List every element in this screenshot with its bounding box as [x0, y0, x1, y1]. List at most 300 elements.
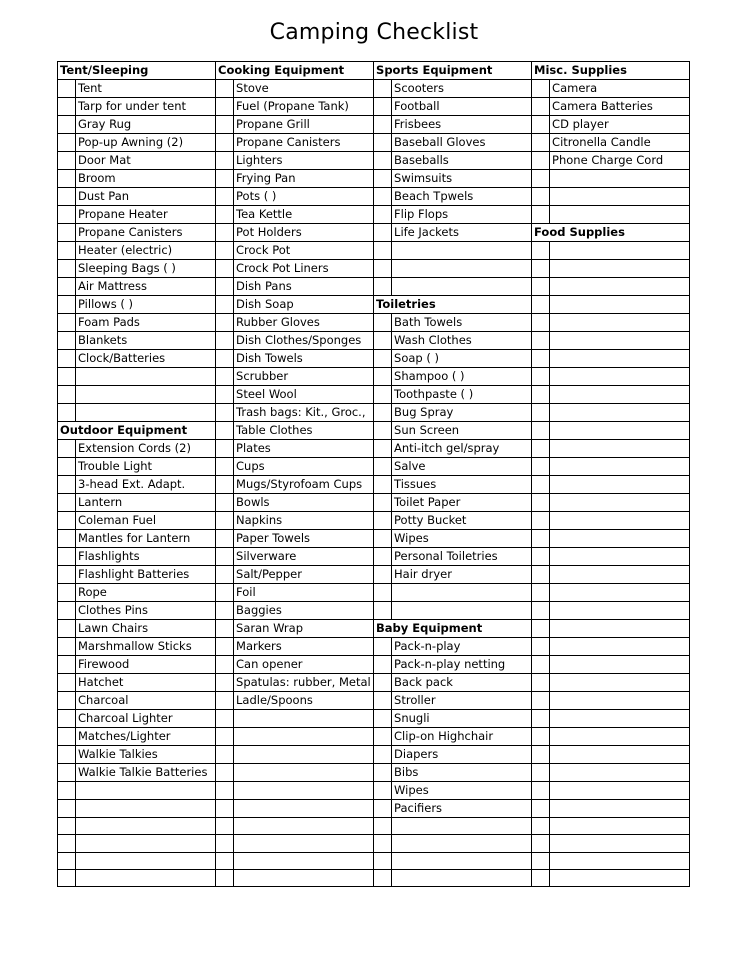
- checkbox-cell[interactable]: [216, 710, 234, 728]
- checkbox-cell[interactable]: [374, 674, 392, 692]
- checkbox-cell[interactable]: [532, 116, 550, 134]
- checkbox-cell[interactable]: [58, 566, 76, 584]
- checkbox-cell[interactable]: [532, 835, 550, 852]
- checkbox-cell[interactable]: [58, 494, 76, 512]
- checkbox-cell[interactable]: [58, 835, 76, 852]
- section-header: Sports Equipment: [374, 62, 532, 80]
- item-cell: Scrubber: [234, 368, 374, 386]
- item-cell: [76, 869, 216, 886]
- checkbox-cell[interactable]: [532, 674, 550, 692]
- item-cell: Crock Pot: [234, 242, 374, 260]
- checkbox-cell[interactable]: [374, 386, 392, 404]
- checkbox-cell[interactable]: [532, 710, 550, 728]
- table-row: [58, 206, 690, 224]
- item-cell: Plates: [234, 440, 374, 458]
- checkbox-cell[interactable]: [532, 852, 550, 869]
- table-row: [58, 494, 690, 512]
- checkbox-cell[interactable]: [58, 404, 76, 422]
- checkbox-cell[interactable]: [58, 314, 76, 332]
- checkbox-cell[interactable]: [216, 764, 234, 782]
- checkbox-cell[interactable]: [532, 350, 550, 368]
- table-row: [58, 782, 690, 800]
- section-header: Toiletries: [374, 296, 532, 314]
- item-cell: [550, 170, 690, 188]
- checkbox-cell[interactable]: [374, 530, 392, 548]
- item-cell: [550, 782, 690, 800]
- checkbox-cell[interactable]: [216, 296, 234, 314]
- checkbox-cell[interactable]: [216, 548, 234, 566]
- checkbox-cell[interactable]: [58, 152, 76, 170]
- table-row: [58, 260, 690, 278]
- checkbox-cell[interactable]: [532, 818, 550, 835]
- checkbox-cell[interactable]: [58, 674, 76, 692]
- checkbox-cell[interactable]: [216, 638, 234, 656]
- item-cell: Wipes: [392, 530, 532, 548]
- table-row: [58, 869, 690, 886]
- item-cell: [234, 835, 374, 852]
- item-cell: Rope: [76, 584, 216, 602]
- item-cell: [550, 350, 690, 368]
- checkbox-cell[interactable]: [216, 674, 234, 692]
- checkbox-cell[interactable]: [58, 869, 76, 886]
- checkbox-cell[interactable]: [374, 332, 392, 350]
- checkbox-cell[interactable]: [216, 98, 234, 116]
- item-cell: Tent: [76, 80, 216, 98]
- checkbox-cell[interactable]: [58, 548, 76, 566]
- item-cell: [392, 852, 532, 869]
- checkbox-cell[interactable]: [58, 584, 76, 602]
- table-row: [58, 188, 690, 206]
- checkbox-cell[interactable]: [532, 620, 550, 638]
- checkbox-cell[interactable]: [58, 728, 76, 746]
- table-row: [58, 566, 690, 584]
- item-cell: Trouble Light: [76, 458, 216, 476]
- checkbox-cell[interactable]: [532, 746, 550, 764]
- checkbox-cell[interactable]: [374, 134, 392, 152]
- checkbox-cell[interactable]: [532, 242, 550, 260]
- checkbox-cell[interactable]: [58, 620, 76, 638]
- section-header: Cooking Equipment: [216, 62, 374, 80]
- checkbox-cell[interactable]: [374, 764, 392, 782]
- checkbox-cell[interactable]: [532, 260, 550, 278]
- item-cell: Door Mat: [76, 152, 216, 170]
- item-cell: Camera: [550, 80, 690, 98]
- checkbox-cell[interactable]: [532, 170, 550, 188]
- checkbox-cell[interactable]: [532, 638, 550, 656]
- item-cell: [550, 869, 690, 886]
- item-cell: Dish Clothes/Sponges: [234, 332, 374, 350]
- checkbox-cell[interactable]: [216, 152, 234, 170]
- item-cell: Football: [392, 98, 532, 116]
- item-cell: [550, 620, 690, 638]
- item-cell: Sun Screen: [392, 422, 532, 440]
- checkbox-cell[interactable]: [532, 368, 550, 386]
- checkbox-cell[interactable]: [532, 692, 550, 710]
- checkbox-cell[interactable]: [58, 386, 76, 404]
- item-cell: [550, 476, 690, 494]
- section-header: Food Supplies: [532, 224, 690, 242]
- checkbox-cell[interactable]: [216, 818, 234, 835]
- checkbox-cell[interactable]: [216, 602, 234, 620]
- checkbox-cell[interactable]: [216, 116, 234, 134]
- checkbox-cell[interactable]: [374, 746, 392, 764]
- table-row: [58, 548, 690, 566]
- checkbox-cell[interactable]: [58, 638, 76, 656]
- table-row: [58, 602, 690, 620]
- checkbox-cell[interactable]: [216, 584, 234, 602]
- checkbox-cell[interactable]: [216, 512, 234, 530]
- checkbox-cell[interactable]: [216, 80, 234, 98]
- checkbox-cell[interactable]: [216, 800, 234, 818]
- checkbox-cell[interactable]: [58, 656, 76, 674]
- section-header: Baby Equipment: [374, 620, 532, 638]
- checkbox-cell[interactable]: [58, 242, 76, 260]
- checkbox-cell[interactable]: [58, 80, 76, 98]
- checkbox-cell[interactable]: [532, 584, 550, 602]
- checkbox-cell[interactable]: [374, 278, 392, 296]
- item-cell: Life Jackets: [392, 224, 532, 242]
- item-cell: [550, 458, 690, 476]
- checkbox-cell[interactable]: [532, 314, 550, 332]
- checkbox-cell[interactable]: [58, 224, 76, 242]
- checkbox-cell[interactable]: [216, 224, 234, 242]
- checkbox-cell[interactable]: [58, 134, 76, 152]
- checkbox-cell[interactable]: [532, 764, 550, 782]
- item-cell: Tea Kettle: [234, 206, 374, 224]
- checkbox-cell[interactable]: [532, 566, 550, 584]
- item-cell: [550, 278, 690, 296]
- item-cell: Flip Flops: [392, 206, 532, 224]
- item-cell: [76, 386, 216, 404]
- checkbox-cell[interactable]: [532, 440, 550, 458]
- checkbox-cell[interactable]: [374, 638, 392, 656]
- table-row: [58, 764, 690, 782]
- checkbox-cell[interactable]: [216, 692, 234, 710]
- checkbox-cell[interactable]: [216, 386, 234, 404]
- checkbox-cell[interactable]: [58, 602, 76, 620]
- table-row: [58, 584, 690, 602]
- checkbox-cell[interactable]: [374, 80, 392, 98]
- item-cell: [392, 602, 532, 620]
- checkbox-cell[interactable]: [58, 852, 76, 869]
- item-cell: Pacifiers: [392, 800, 532, 818]
- checkbox-cell[interactable]: [374, 152, 392, 170]
- item-cell: [234, 710, 374, 728]
- checkbox-cell[interactable]: [374, 869, 392, 886]
- table-row: [58, 242, 690, 260]
- checkbox-cell[interactable]: [374, 260, 392, 278]
- item-cell: [550, 602, 690, 620]
- checkbox-cell[interactable]: [532, 134, 550, 152]
- checkbox-cell[interactable]: [374, 458, 392, 476]
- checkbox-cell[interactable]: [374, 494, 392, 512]
- checkbox-cell[interactable]: [58, 332, 76, 350]
- checkbox-cell[interactable]: [58, 512, 76, 530]
- checkbox-cell[interactable]: [58, 800, 76, 818]
- checkbox-cell[interactable]: [532, 782, 550, 800]
- checkbox-cell[interactable]: [532, 188, 550, 206]
- table-row: [58, 98, 690, 116]
- checkbox-cell[interactable]: [374, 170, 392, 188]
- checkbox-cell[interactable]: [532, 869, 550, 886]
- checkbox-cell[interactable]: [58, 170, 76, 188]
- item-cell: Diapers: [392, 746, 532, 764]
- checkbox-cell[interactable]: [216, 620, 234, 638]
- checkbox-cell[interactable]: [374, 206, 392, 224]
- item-cell: Pot Holders: [234, 224, 374, 242]
- item-cell: Extension Cords (2): [76, 440, 216, 458]
- table-row: [58, 80, 690, 98]
- checkbox-cell[interactable]: [58, 98, 76, 116]
- checkbox-cell[interactable]: [532, 80, 550, 98]
- checkbox-cell[interactable]: [216, 458, 234, 476]
- item-cell: Frying Pan: [234, 170, 374, 188]
- item-cell: Dish Soap: [234, 296, 374, 314]
- item-cell: Rubber Gloves: [234, 314, 374, 332]
- checkbox-cell[interactable]: [532, 386, 550, 404]
- checkbox-cell[interactable]: [374, 512, 392, 530]
- item-cell: CD player: [550, 116, 690, 134]
- checkbox-cell[interactable]: [58, 692, 76, 710]
- checkbox-cell[interactable]: [216, 332, 234, 350]
- checkbox-cell[interactable]: [216, 852, 234, 869]
- checkbox-cell[interactable]: [58, 296, 76, 314]
- checkbox-cell[interactable]: [374, 835, 392, 852]
- checkbox-cell[interactable]: [374, 422, 392, 440]
- table-row: [58, 852, 690, 869]
- item-cell: Heater (electric): [76, 242, 216, 260]
- checkbox-cell[interactable]: [374, 852, 392, 869]
- checkbox-cell[interactable]: [374, 404, 392, 422]
- checkbox-cell[interactable]: [216, 440, 234, 458]
- item-cell: Scooters: [392, 80, 532, 98]
- checkbox-cell[interactable]: [532, 458, 550, 476]
- checkbox-cell[interactable]: [532, 800, 550, 818]
- checkbox-cell[interactable]: [374, 692, 392, 710]
- item-cell: [550, 404, 690, 422]
- checkbox-cell[interactable]: [216, 170, 234, 188]
- checkbox-cell[interactable]: [532, 728, 550, 746]
- checkbox-cell[interactable]: [532, 404, 550, 422]
- checkbox-cell[interactable]: [58, 206, 76, 224]
- item-cell: Table Clothes: [234, 422, 374, 440]
- checkbox-cell[interactable]: [532, 476, 550, 494]
- checkbox-cell[interactable]: [216, 746, 234, 764]
- checkbox-cell[interactable]: [532, 98, 550, 116]
- checkbox-cell[interactable]: [532, 278, 550, 296]
- item-cell: Bath Towels: [392, 314, 532, 332]
- item-cell: Bibs: [392, 764, 532, 782]
- item-cell: Bowls: [234, 494, 374, 512]
- checkbox-cell[interactable]: [532, 422, 550, 440]
- checkbox-cell[interactable]: [216, 134, 234, 152]
- item-cell: Walkie Talkie Batteries: [76, 764, 216, 782]
- checkbox-cell[interactable]: [216, 404, 234, 422]
- table-row: [58, 692, 690, 710]
- checkbox-cell[interactable]: [58, 782, 76, 800]
- checkbox-cell[interactable]: [58, 260, 76, 278]
- checkbox-cell[interactable]: [374, 314, 392, 332]
- item-cell: Salve: [392, 458, 532, 476]
- item-cell: Fuel (Propane Tank): [234, 98, 374, 116]
- item-cell: Stove: [234, 80, 374, 98]
- checkbox-cell[interactable]: [58, 368, 76, 386]
- item-cell: Snugli: [392, 710, 532, 728]
- item-cell: Firewood: [76, 656, 216, 674]
- item-cell: Propane Heater: [76, 206, 216, 224]
- checkbox-cell[interactable]: [374, 242, 392, 260]
- checkbox-cell[interactable]: [216, 206, 234, 224]
- checkbox-cell[interactable]: [216, 476, 234, 494]
- checkbox-cell[interactable]: [374, 440, 392, 458]
- checkbox-cell[interactable]: [216, 260, 234, 278]
- item-cell: [76, 835, 216, 852]
- checkbox-cell[interactable]: [374, 98, 392, 116]
- item-cell: Bug Spray: [392, 404, 532, 422]
- checkbox-cell[interactable]: [374, 728, 392, 746]
- checkbox-cell[interactable]: [216, 530, 234, 548]
- checkbox-cell[interactable]: [374, 602, 392, 620]
- checkbox-cell[interactable]: [532, 512, 550, 530]
- table-row: [58, 116, 690, 134]
- checkbox-cell[interactable]: [374, 476, 392, 494]
- table-row: [58, 368, 690, 386]
- table-row: [58, 350, 690, 368]
- checkbox-cell[interactable]: [216, 242, 234, 260]
- checkbox-cell[interactable]: [216, 422, 234, 440]
- checkbox-cell[interactable]: [374, 818, 392, 835]
- item-cell: [550, 566, 690, 584]
- checkbox-cell[interactable]: [532, 332, 550, 350]
- checkbox-cell[interactable]: [58, 818, 76, 835]
- item-cell: [76, 782, 216, 800]
- item-cell: Back pack: [392, 674, 532, 692]
- item-cell: Phone Charge Cord: [550, 152, 690, 170]
- checkbox-cell[interactable]: [216, 314, 234, 332]
- item-cell: Markers: [234, 638, 374, 656]
- checkbox-cell[interactable]: [532, 206, 550, 224]
- checkbox-cell[interactable]: [532, 530, 550, 548]
- checkbox-cell[interactable]: [58, 440, 76, 458]
- checkbox-cell[interactable]: [216, 350, 234, 368]
- checkbox-cell[interactable]: [58, 350, 76, 368]
- item-cell: [76, 800, 216, 818]
- item-cell: [550, 710, 690, 728]
- checkbox-cell[interactable]: [58, 764, 76, 782]
- checkbox-cell[interactable]: [216, 835, 234, 852]
- checkbox-cell[interactable]: [58, 476, 76, 494]
- item-cell: Matches/Lighter: [76, 728, 216, 746]
- item-cell: Beach Tpwels: [392, 188, 532, 206]
- item-cell: [550, 800, 690, 818]
- item-cell: Clothes Pins: [76, 602, 216, 620]
- item-cell: [392, 242, 532, 260]
- item-cell: Foam Pads: [76, 314, 216, 332]
- item-cell: Dish Pans: [234, 278, 374, 296]
- item-cell: [550, 386, 690, 404]
- table-row: [58, 728, 690, 746]
- item-cell: [550, 584, 690, 602]
- checkbox-cell[interactable]: [216, 278, 234, 296]
- item-cell: [550, 260, 690, 278]
- item-cell: [234, 852, 374, 869]
- checkbox-cell[interactable]: [58, 710, 76, 728]
- checkbox-cell[interactable]: [58, 458, 76, 476]
- checkbox-cell[interactable]: [374, 188, 392, 206]
- table-row: [58, 404, 690, 422]
- item-cell: Blankets: [76, 332, 216, 350]
- checkbox-cell[interactable]: [58, 530, 76, 548]
- item-cell: Steel Wool: [234, 386, 374, 404]
- checkbox-cell[interactable]: [532, 548, 550, 566]
- item-cell: [392, 835, 532, 852]
- checkbox-cell[interactable]: [216, 188, 234, 206]
- item-cell: Propane Grill: [234, 116, 374, 134]
- item-cell: Charcoal Lighter: [76, 710, 216, 728]
- item-cell: Saran Wrap: [234, 620, 374, 638]
- item-cell: Hatchet: [76, 674, 216, 692]
- checkbox-cell[interactable]: [374, 548, 392, 566]
- item-cell: Frisbees: [392, 116, 532, 134]
- item-cell: [234, 746, 374, 764]
- checkbox-cell[interactable]: [216, 869, 234, 886]
- checkbox-cell[interactable]: [374, 116, 392, 134]
- checkbox-cell[interactable]: [216, 494, 234, 512]
- checkbox-cell[interactable]: [216, 566, 234, 584]
- checkbox-cell[interactable]: [532, 602, 550, 620]
- item-cell: Clock/Batteries: [76, 350, 216, 368]
- checkbox-cell[interactable]: [58, 278, 76, 296]
- checkbox-cell[interactable]: [58, 188, 76, 206]
- checkbox-cell[interactable]: [532, 296, 550, 314]
- checkbox-cell[interactable]: [216, 728, 234, 746]
- table-row: [58, 530, 690, 548]
- item-cell: Marshmallow Sticks: [76, 638, 216, 656]
- item-cell: [550, 674, 690, 692]
- table-row: [58, 458, 690, 476]
- checkbox-cell[interactable]: [374, 710, 392, 728]
- checkbox-cell[interactable]: [532, 152, 550, 170]
- table-row: [58, 674, 690, 692]
- checkbox-cell[interactable]: [374, 800, 392, 818]
- checkbox-cell[interactable]: [58, 116, 76, 134]
- table-row: [58, 422, 690, 440]
- item-cell: [234, 869, 374, 886]
- item-cell: Air Mattress: [76, 278, 216, 296]
- checkbox-cell[interactable]: [532, 656, 550, 674]
- item-cell: [392, 818, 532, 835]
- checkbox-cell[interactable]: [374, 224, 392, 242]
- checkbox-cell[interactable]: [58, 746, 76, 764]
- checkbox-cell[interactable]: [374, 584, 392, 602]
- item-cell: Sleeping Bags ( ): [76, 260, 216, 278]
- checkbox-cell[interactable]: [216, 368, 234, 386]
- checkbox-cell[interactable]: [374, 782, 392, 800]
- checkbox-cell[interactable]: [374, 350, 392, 368]
- checkbox-cell[interactable]: [216, 656, 234, 674]
- checkbox-cell[interactable]: [216, 782, 234, 800]
- item-cell: [550, 656, 690, 674]
- checkbox-cell[interactable]: [374, 368, 392, 386]
- item-cell: Pillows ( ): [76, 296, 216, 314]
- table-row: [58, 638, 690, 656]
- checkbox-cell[interactable]: [374, 656, 392, 674]
- checkbox-cell[interactable]: [532, 494, 550, 512]
- section-header: Tent/Sleeping: [58, 62, 216, 80]
- checkbox-cell[interactable]: [374, 566, 392, 584]
- table-row: [58, 170, 690, 188]
- item-cell: Soap ( ): [392, 350, 532, 368]
